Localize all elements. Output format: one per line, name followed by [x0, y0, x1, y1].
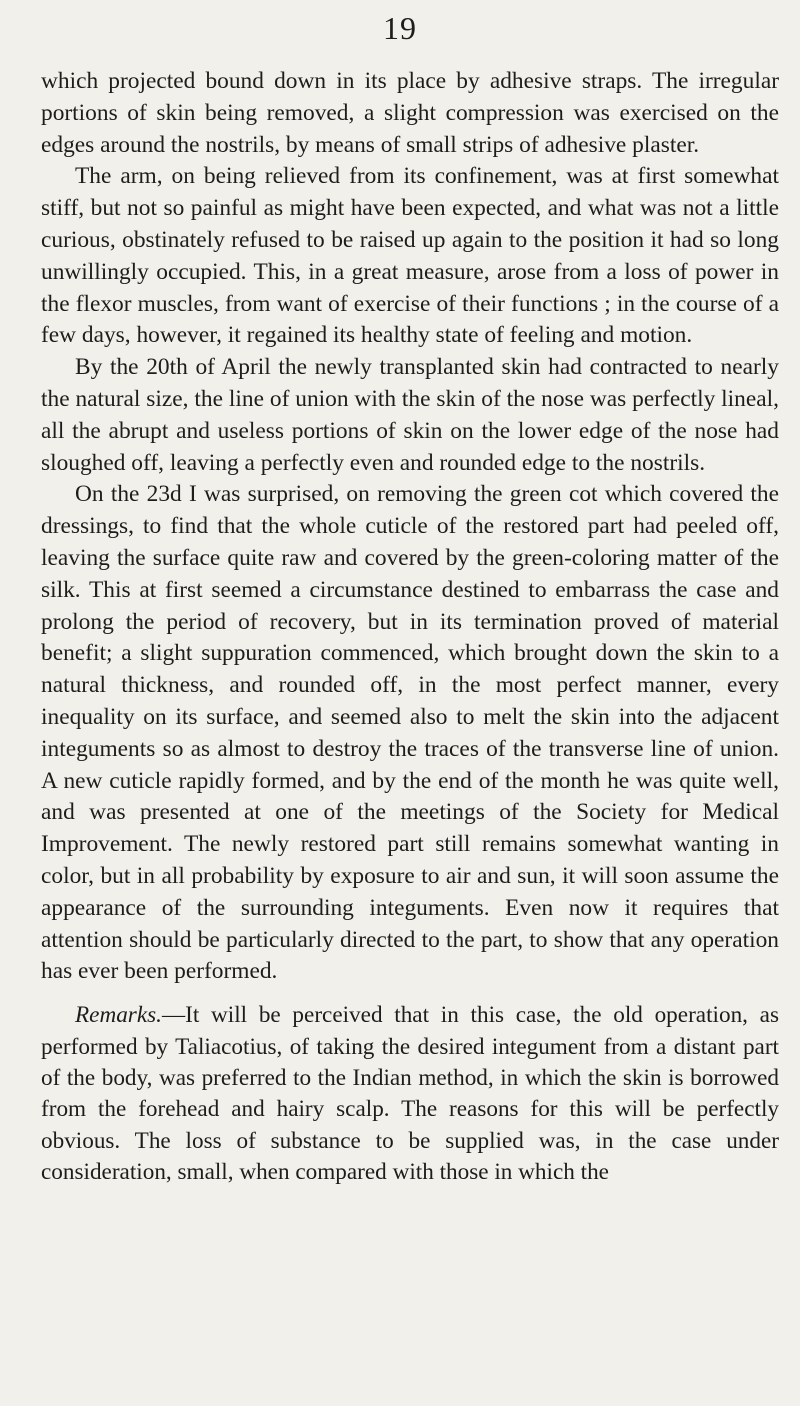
remarks-text: —It will be perceived that in this case, the old operation, as performed by Taliacotius, of taking the desired integument from a distant part of the body, was preferred to the Indian method, in which the skin is borrowed from the forehead and hairy scalp. The reasons for this will be perfectly obvious. The loss of substance to be supplied was, in the case under consideration, small, when compared with those in which the: [41, 1002, 779, 1186]
paragraph-arm-relieved: The arm, on being relieved from its confinement, was at first somewhat stiff, but not so painful as might have been expected, and what was not a little curious, obstinately refused to be raised up again to the position it had so long unwillingly occupied. This, in a great measure, arose from a loss of power in the flexor muscles, from want of exercise of their functions ; in the course of a few days, however, it regained its healthy state of feeling and motion.: [41, 163, 779, 349]
paragraph-23d-cuticle: On the 23d I was surprised, on removing the green cot which covered the dressings, to find that the whole cuticle of the restored part had peeled off, leaving the surface quite raw and covered by the green-coloring matter of the silk. This at first seemed a circumstance destined to embarrass the case and prolong the period of recovery, but in its termination proved of material benefit; a slight suppuration commenced, which brought down the skin to a natural thickness, and rounded off, in the most perfect manner, every inequality on its surface, and seemed also to melt the skin into the adjacent integuments so as almost to destroy the traces of the transverse line of union. A new cuticle rapidly formed, and by the end of the month he was quite well, and was presented at one of the meetings of the Society for Medical Improvement. The newly restored part still remains somewhat wanting in color, but in all probability by exposure to air and sun, it will soon assume the appearance of the surrounding integuments. Even now it requires that attention should be particularly directed to the part, to show that any operation has ever been performed.: [41, 481, 779, 985]
remarks-label: Remarks.: [75, 1002, 162, 1029]
paragraph-april-20th: By the 20th of April the newly transplanted skin had contracted to nearly the natural size, the line of union with the skin of the nose was perfectly lineal, all the abrupt and useless portions of skin on the lower edge of the nose had sloughed off, leaving a perfectly even and rounded edge to the nostrils.: [41, 354, 779, 476]
paragraph-adhesive-straps: which projected bound down in its place by adhesive straps. The irregular portions of skin being removed, a slight compression was exercised on the edges around the nostrils, by means of small strips of adhesive plaster.: [41, 68, 779, 158]
page-number: 19: [383, 10, 417, 46]
body-text: [41, 66, 779, 1189]
paragraph-remarks: [41, 1000, 779, 1188]
